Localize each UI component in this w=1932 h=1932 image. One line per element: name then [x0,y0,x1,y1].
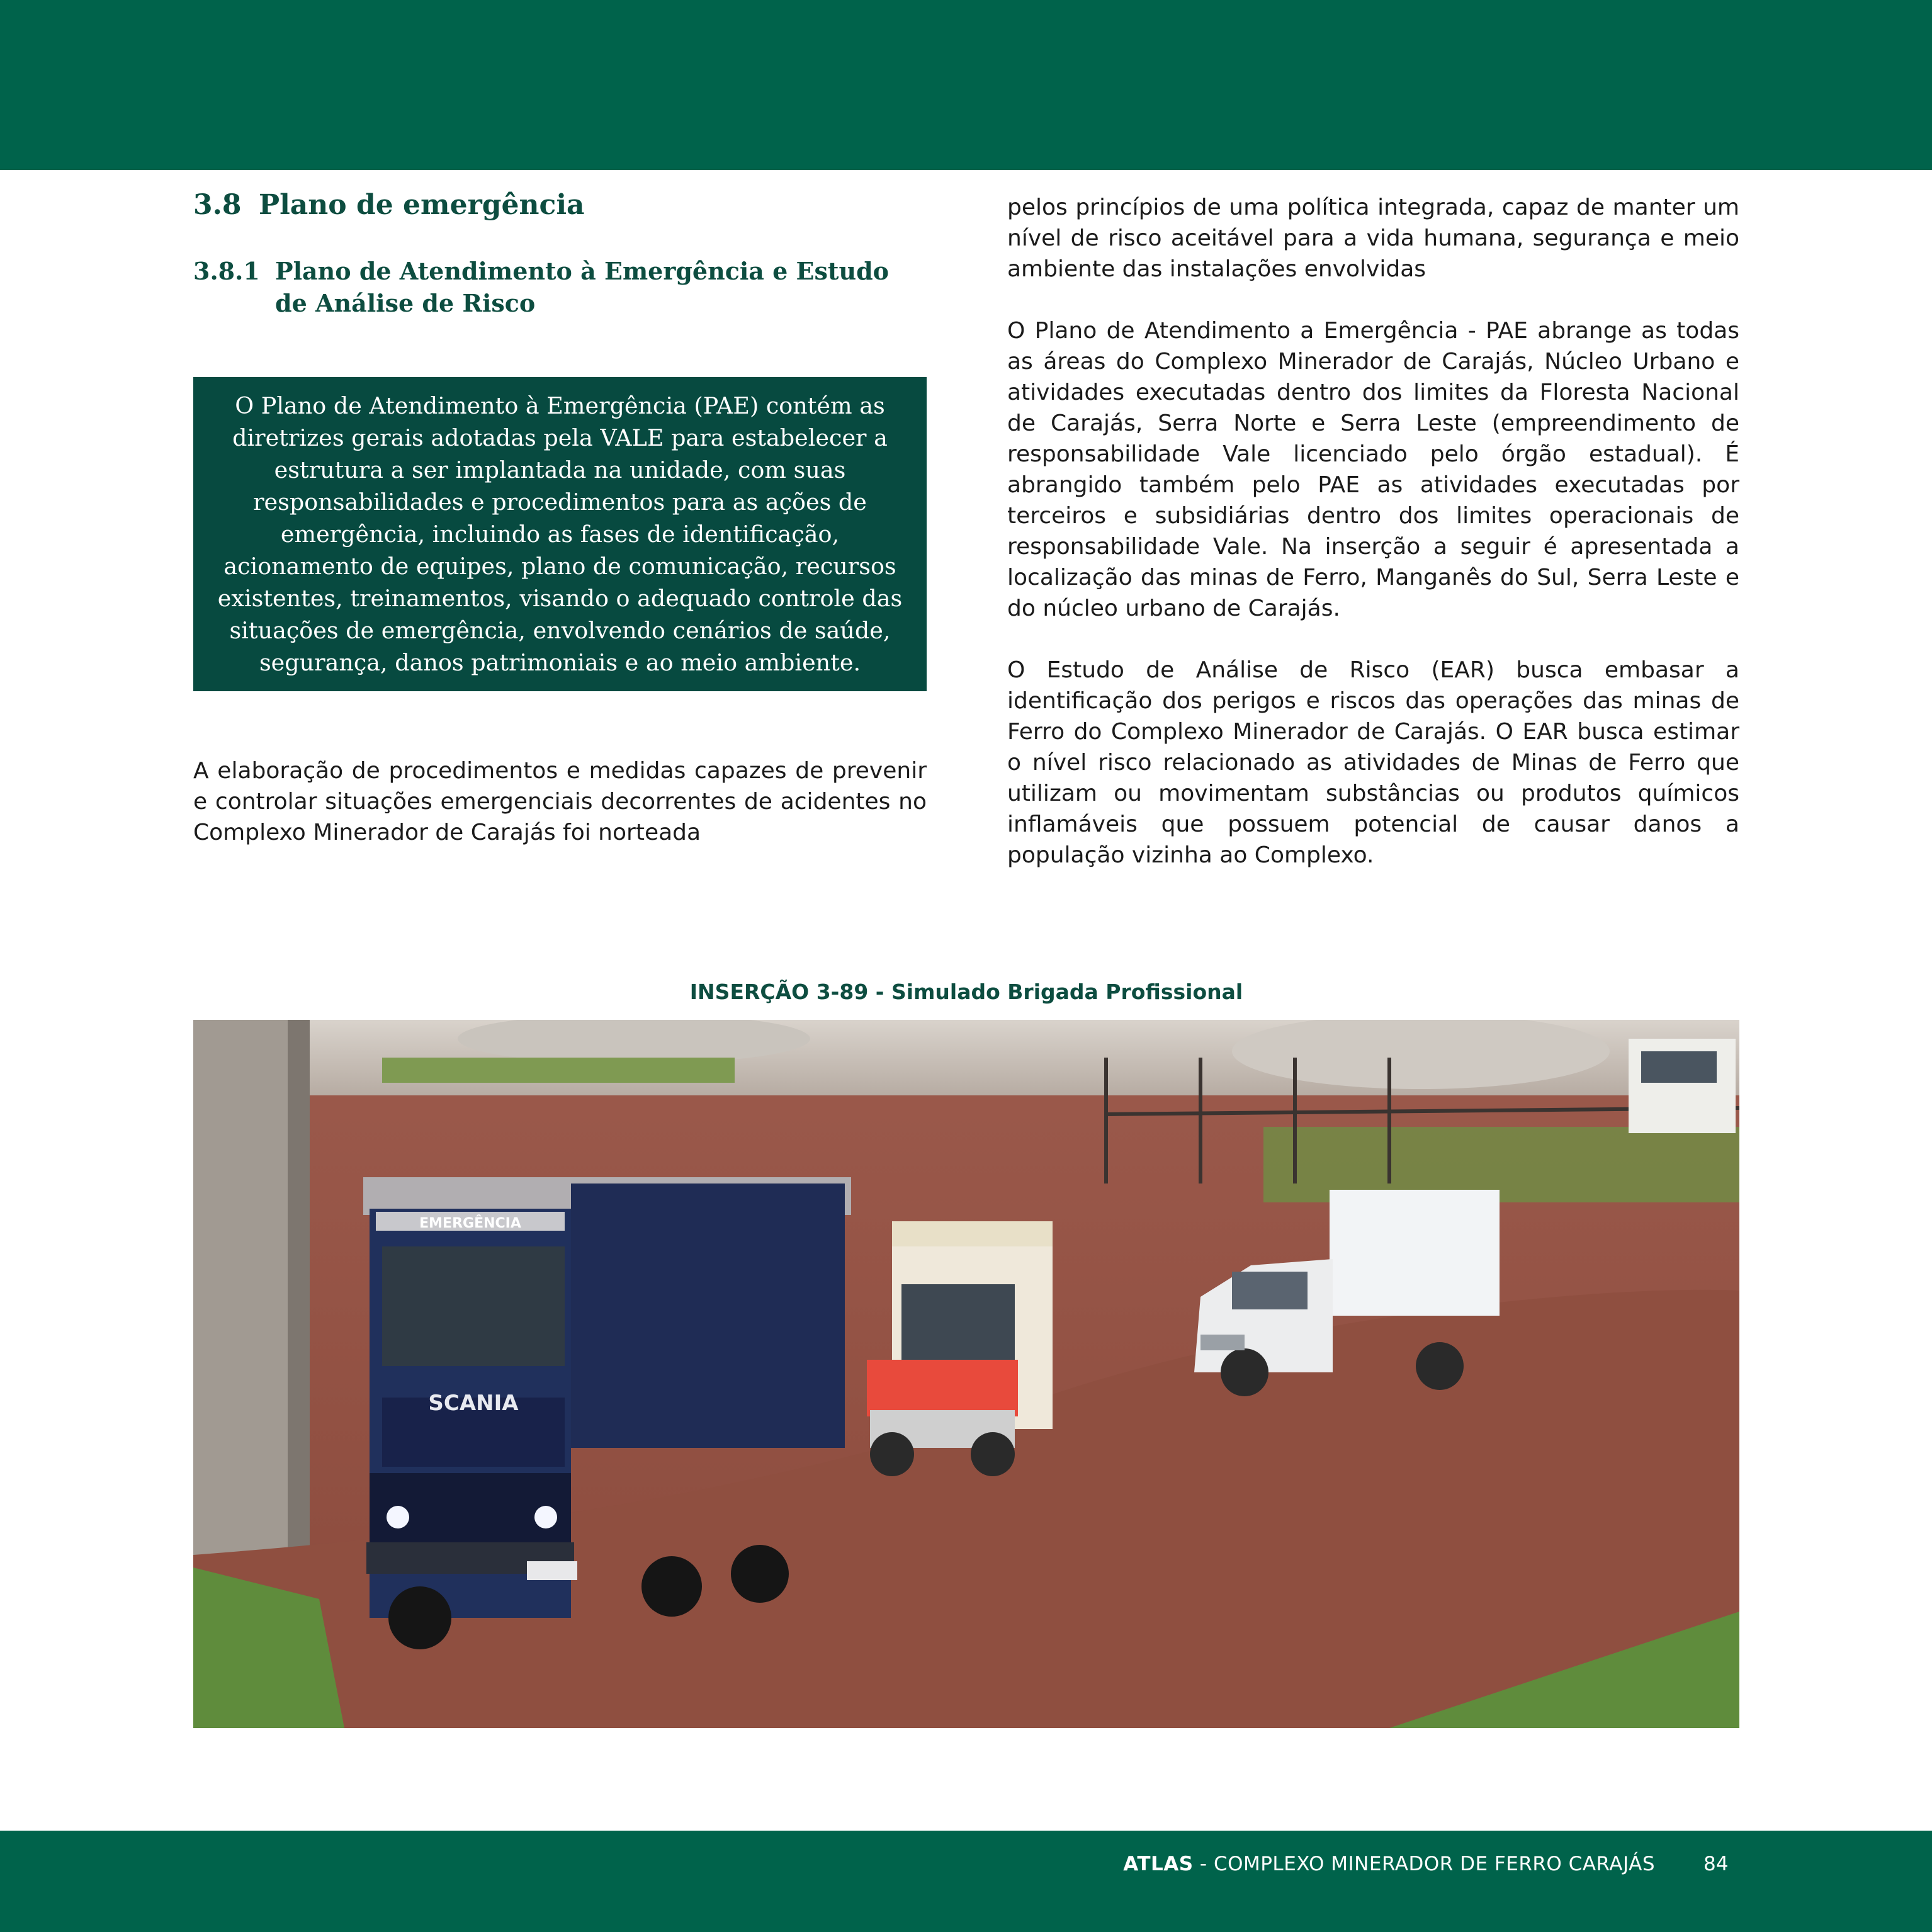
section-heading [193,189,927,222]
photo-illustration [193,1020,1739,1728]
truck-brand-label: SCANIA [428,1391,519,1416]
footer-subtitle: - COMPLEXO MINERADOR DE FERRO CARAJÁS [1193,1853,1655,1875]
truck-sign-label: EMERGÊNCIA [419,1216,521,1231]
header-band [0,0,1932,170]
footer-atlas: ATLAS [1123,1853,1194,1875]
right-paragraph-3: O Estudo de Análise de Risco (EAR) busca embasar a identificação dos perigos e riscos das operações das minas de Ferro do Complexo Minerador de Carajás. O EAR busca estimar o nível risco relacionado as atividades de Minas de Ferro que utilizam ou movimentam substâncias ou produtos químicos inflamáveis que possuem potencial de causar danos a população vizinha ao Complexo. [1007,657,1739,868]
right-column [1007,192,1739,871]
footer-band [0,1831,1932,1932]
right-paragraph-2: O Plano de Atendimento a Emergência - PAE abrange as todas as áreas do Complexo Minerador de Carajás, Núcleo Urbano e atividades executadas dentro dos limites da Floresta Nacional de Carajás, Serra Norte e Serra Leste (empreendimento de responsabilidade Vale licenciado pelo órgão estadual). É abrangido também pelo PAE as atividades executadas por terceiros e subsidiárias dentro dos limites operacionais de responsabilidade Vale. Na inserção a seguir é apresentada a localização das minas de Ferro, Manganês do Sul, Serra Leste e do núcleo urbano de Carajás. [1007,318,1739,621]
right-paragraph-1: pelos princípios de uma política integrada, capaz de manter um nível de risco aceitável para a vida humana, segurança e meio ambiente das instalações envolvidas [1007,195,1739,282]
page-number: 84 [1703,1853,1729,1875]
left-paragraph: A elaboração de procedimentos e medidas capazes de prevenir e controlar situações emergenciais decorrentes de acidentes no Complexo Minerador de Carajás foi norteada [193,757,927,845]
subsection-number: 3.8.1 [193,256,260,285]
figure-caption: INSERÇÃO 3-89 - Simulado Brigada Profissional [689,980,1243,1004]
subsection-title: Plano de Atendimento à Emergência e Estudo de Análise de Risco [275,256,890,317]
section-title: Plano de emergência [259,189,585,221]
section-number: 3.8 [193,189,242,221]
callout-box: O Plano de Atendimento à Emergência (PAE) contém as diretrizes gerais adotadas pela VALE para estabelecer a estrutura a ser implantada na unidade, com suas responsabilidades e procedimentos para as ações de emergência, incluindo as fases de identificação, acionamento de equipes, plano de comunicação, recursos existentes, treinamentos, visando o adequado controle das situações de emergência, envolvendo cenários de saúde, segurança, danos patrimoniais e ao meio ambiente. [193,377,927,691]
left-column [193,189,927,848]
subsection-heading [193,255,927,319]
footer-title [1123,1853,1655,1875]
figure-photo [193,1020,1739,1728]
